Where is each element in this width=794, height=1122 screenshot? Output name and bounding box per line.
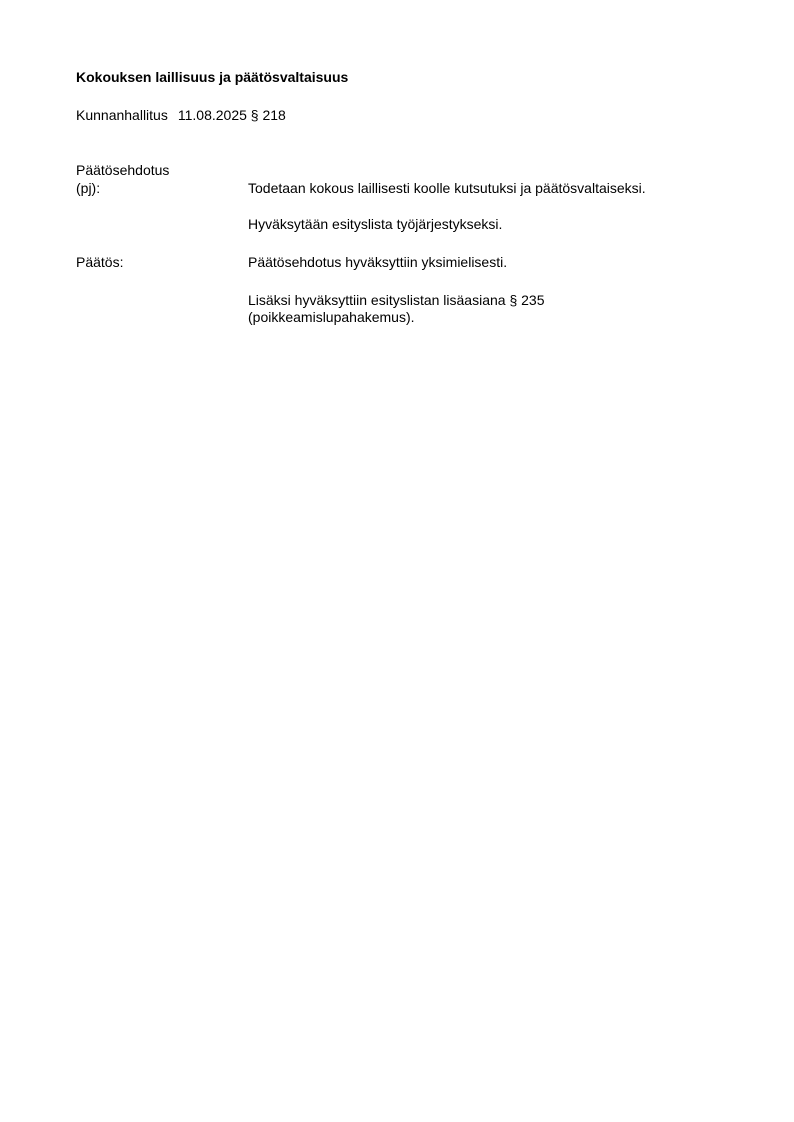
meeting-section: § 218 — [250, 107, 286, 123]
decision-paragraph-1: Päätösehdotus hyväksyttiin yksimielisesti. — [248, 254, 508, 270]
decision-label: Päätös: — [76, 254, 124, 270]
meeting-date: 11.08.2025 — [177, 107, 247, 123]
meeting-info — [76, 107, 286, 124]
proposal-label-line1: Päätösehdotus — [76, 162, 170, 178]
proposal-paragraph-1: Todetaan kokous laillisesti koolle kutsutuksi ja päätösvaltaiseksi. — [248, 180, 646, 196]
document-title: Kokouksen laillisuus ja päätösvaltaisuus — [76, 69, 349, 85]
decision-paragraph-2-line1: Lisäksi hyväksyttiin esityslistan lisäasiana § 235 — [248, 292, 545, 308]
meeting-body: Kunnanhallitus — [76, 107, 168, 123]
proposal-label-line2: (pj): — [76, 180, 101, 196]
proposal-paragraph-2: Hyväksytään esityslista työjärjestykseksi. — [248, 216, 503, 232]
decision-paragraph-2-line2: (poikkeamislupahakemus). — [248, 309, 415, 325]
